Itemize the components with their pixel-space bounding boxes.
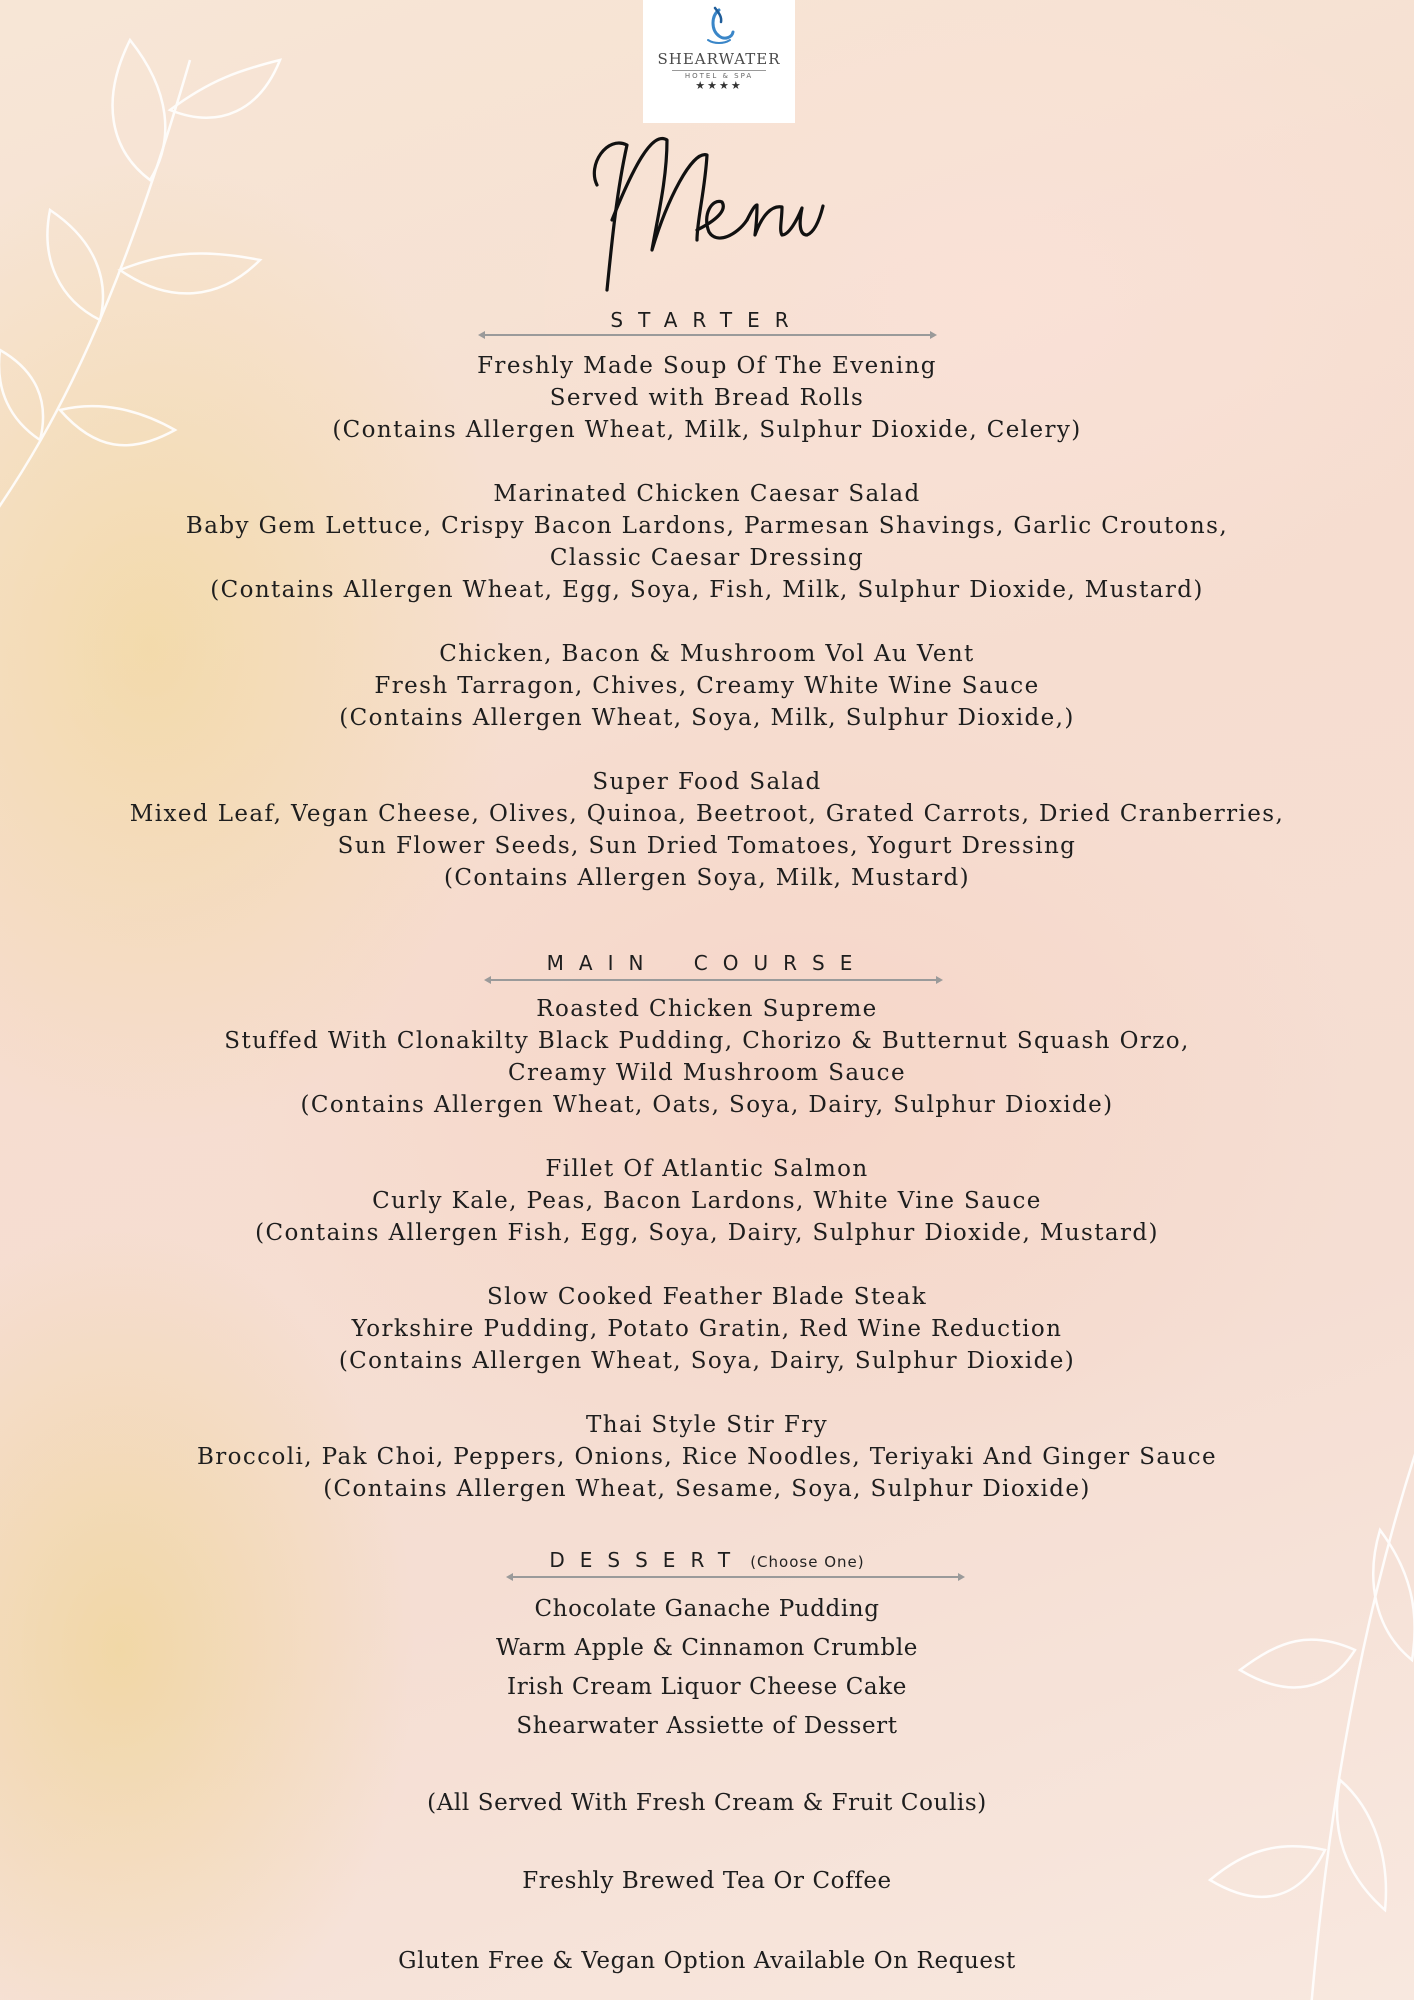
dish-description: Served with Bread Rolls [549,385,865,411]
dish-allergens: (Contains Allergen Wheat, Soya, Dairy, Sulphur Dioxide) [338,1348,1076,1374]
dish-allergens: (Contains Allergen Wheat, Oats, Soya, Dairy, Sulphur Dioxide) [300,1092,1114,1118]
starter-item-vol-au-vent [0,638,1414,734]
shearwater-bird-icon [702,6,736,48]
dish-description: Fresh Tarragon, Chives, Creamy White Wine Sauce [374,673,1040,699]
dish-name: Freshly Made Soup Of The Evening [477,353,937,379]
dish-name: Thai Style Stir Fry [585,1412,828,1438]
dish-name: Super Food Salad [592,769,822,795]
logo-subtitle: HOTEL & SPA [672,70,766,80]
logo-stars: ★★★★ [695,79,743,92]
starter-item-caesar-salad [0,478,1414,606]
dessert-choose-note: (Choose One) [750,1553,865,1571]
section-heading-main-course [0,951,1414,975]
main-course-divider-arrow [486,979,941,981]
dish-description: Creamy Wild Mushroom Sauce [508,1060,906,1086]
dish-description: Stuffed With Clonakilty Black Pudding, Chorizo & Butternut Squash Orzo, [224,1028,1190,1054]
dessert-item: Warm Apple & Cinnamon Crumble [496,1635,918,1661]
tea-coffee-note: Freshly Brewed Tea Or Coffee [522,1868,892,1894]
hotel-logo [643,0,795,123]
dessert-item: Irish Cream Liquor Cheese Cake [507,1674,907,1700]
dish-allergens: (Contains Allergen Fish, Egg, Soya, Dairy, Sulphur Dioxide, Mustard) [255,1220,1159,1246]
dish-allergens: (Contains Allergen Wheat, Soya, Milk, Sulphur Dioxide,) [339,705,1075,731]
dish-name: Chicken, Bacon & Mushroom Vol Au Vent [439,641,975,667]
main-item-chicken-supreme [0,993,1414,1121]
dish-allergens: (Contains Allergen Wheat, Milk, Sulphur Dioxide, Celery) [332,417,1082,443]
svg-text:Menu: Menu [707,253,731,262]
main-item-thai-stir-fry [0,1409,1414,1505]
dish-description: Baby Gem Lettuce, Crispy Bacon Lardons, Parmesan Shavings, Garlic Croutons, [185,513,1229,539]
dish-name: Fillet Of Atlantic Salmon [545,1156,869,1182]
starter-item-soup [0,350,1414,446]
dish-description: Mixed Leaf, Vegan Cheese, Olives, Quinoa, Beetroot, Grated Carrots, Dried Cranberries, [129,801,1285,827]
main-course-heading-label: MAIN COURSE [546,951,868,975]
dessert-item: Shearwater Assiette of Dessert [516,1713,898,1739]
section-heading-dessert [0,1548,1414,1572]
starter-divider-arrow [480,334,935,336]
menu-title [0,110,1414,314]
dish-description: Broccoli, Pak Choi, Peppers, Onions, Rice Noodles, Teriyaki And Ginger Sauce [196,1444,1218,1470]
dish-description: Sun Flower Seeds, Sun Dried Tomatoes, Yogurt Dressing [337,833,1077,859]
dish-description: Classic Caesar Dressing [549,545,865,571]
dish-name: Marinated Chicken Caesar Salad [493,481,921,507]
logo-name: SHEARWATER [657,50,781,68]
main-item-salmon [0,1153,1414,1249]
section-heading-starter [0,308,1414,332]
dessert-divider-arrow [508,1576,963,1578]
starter-item-super-food-salad [0,766,1414,894]
starter-heading-label: STARTER [610,308,804,332]
dish-name: Roasted Chicken Supreme [536,996,878,1022]
dessert-item: Chocolate Ganache Pudding [534,1596,880,1622]
dish-allergens: (Contains Allergen Soya, Milk, Mustard) [443,865,971,891]
dish-name: Slow Cooked Feather Blade Steak [486,1284,928,1310]
dessert-heading-label: DESSERT [549,1548,746,1572]
menu-script-wordmark [557,110,857,310]
dish-description: Curly Kale, Peas, Bacon Lardons, White Vine Sauce [372,1188,1042,1214]
dish-description: Yorkshire Pudding, Potato Gratin, Red Wine Reduction [351,1316,1063,1342]
main-item-feather-blade-steak [0,1281,1414,1377]
dish-allergens: (Contains Allergen Wheat, Egg, Soya, Fish, Milk, Sulphur Dioxide, Mustard) [210,577,1204,603]
dietary-options-note: Gluten Free & Vegan Option Available On Request [398,1948,1016,1974]
served-with-note: (All Served With Fresh Cream & Fruit Coulis) [427,1790,987,1816]
dessert-list [0,1590,1414,1746]
dish-allergens: (Contains Allergen Wheat, Sesame, Soya, Sulphur Dioxide) [323,1476,1091,1502]
